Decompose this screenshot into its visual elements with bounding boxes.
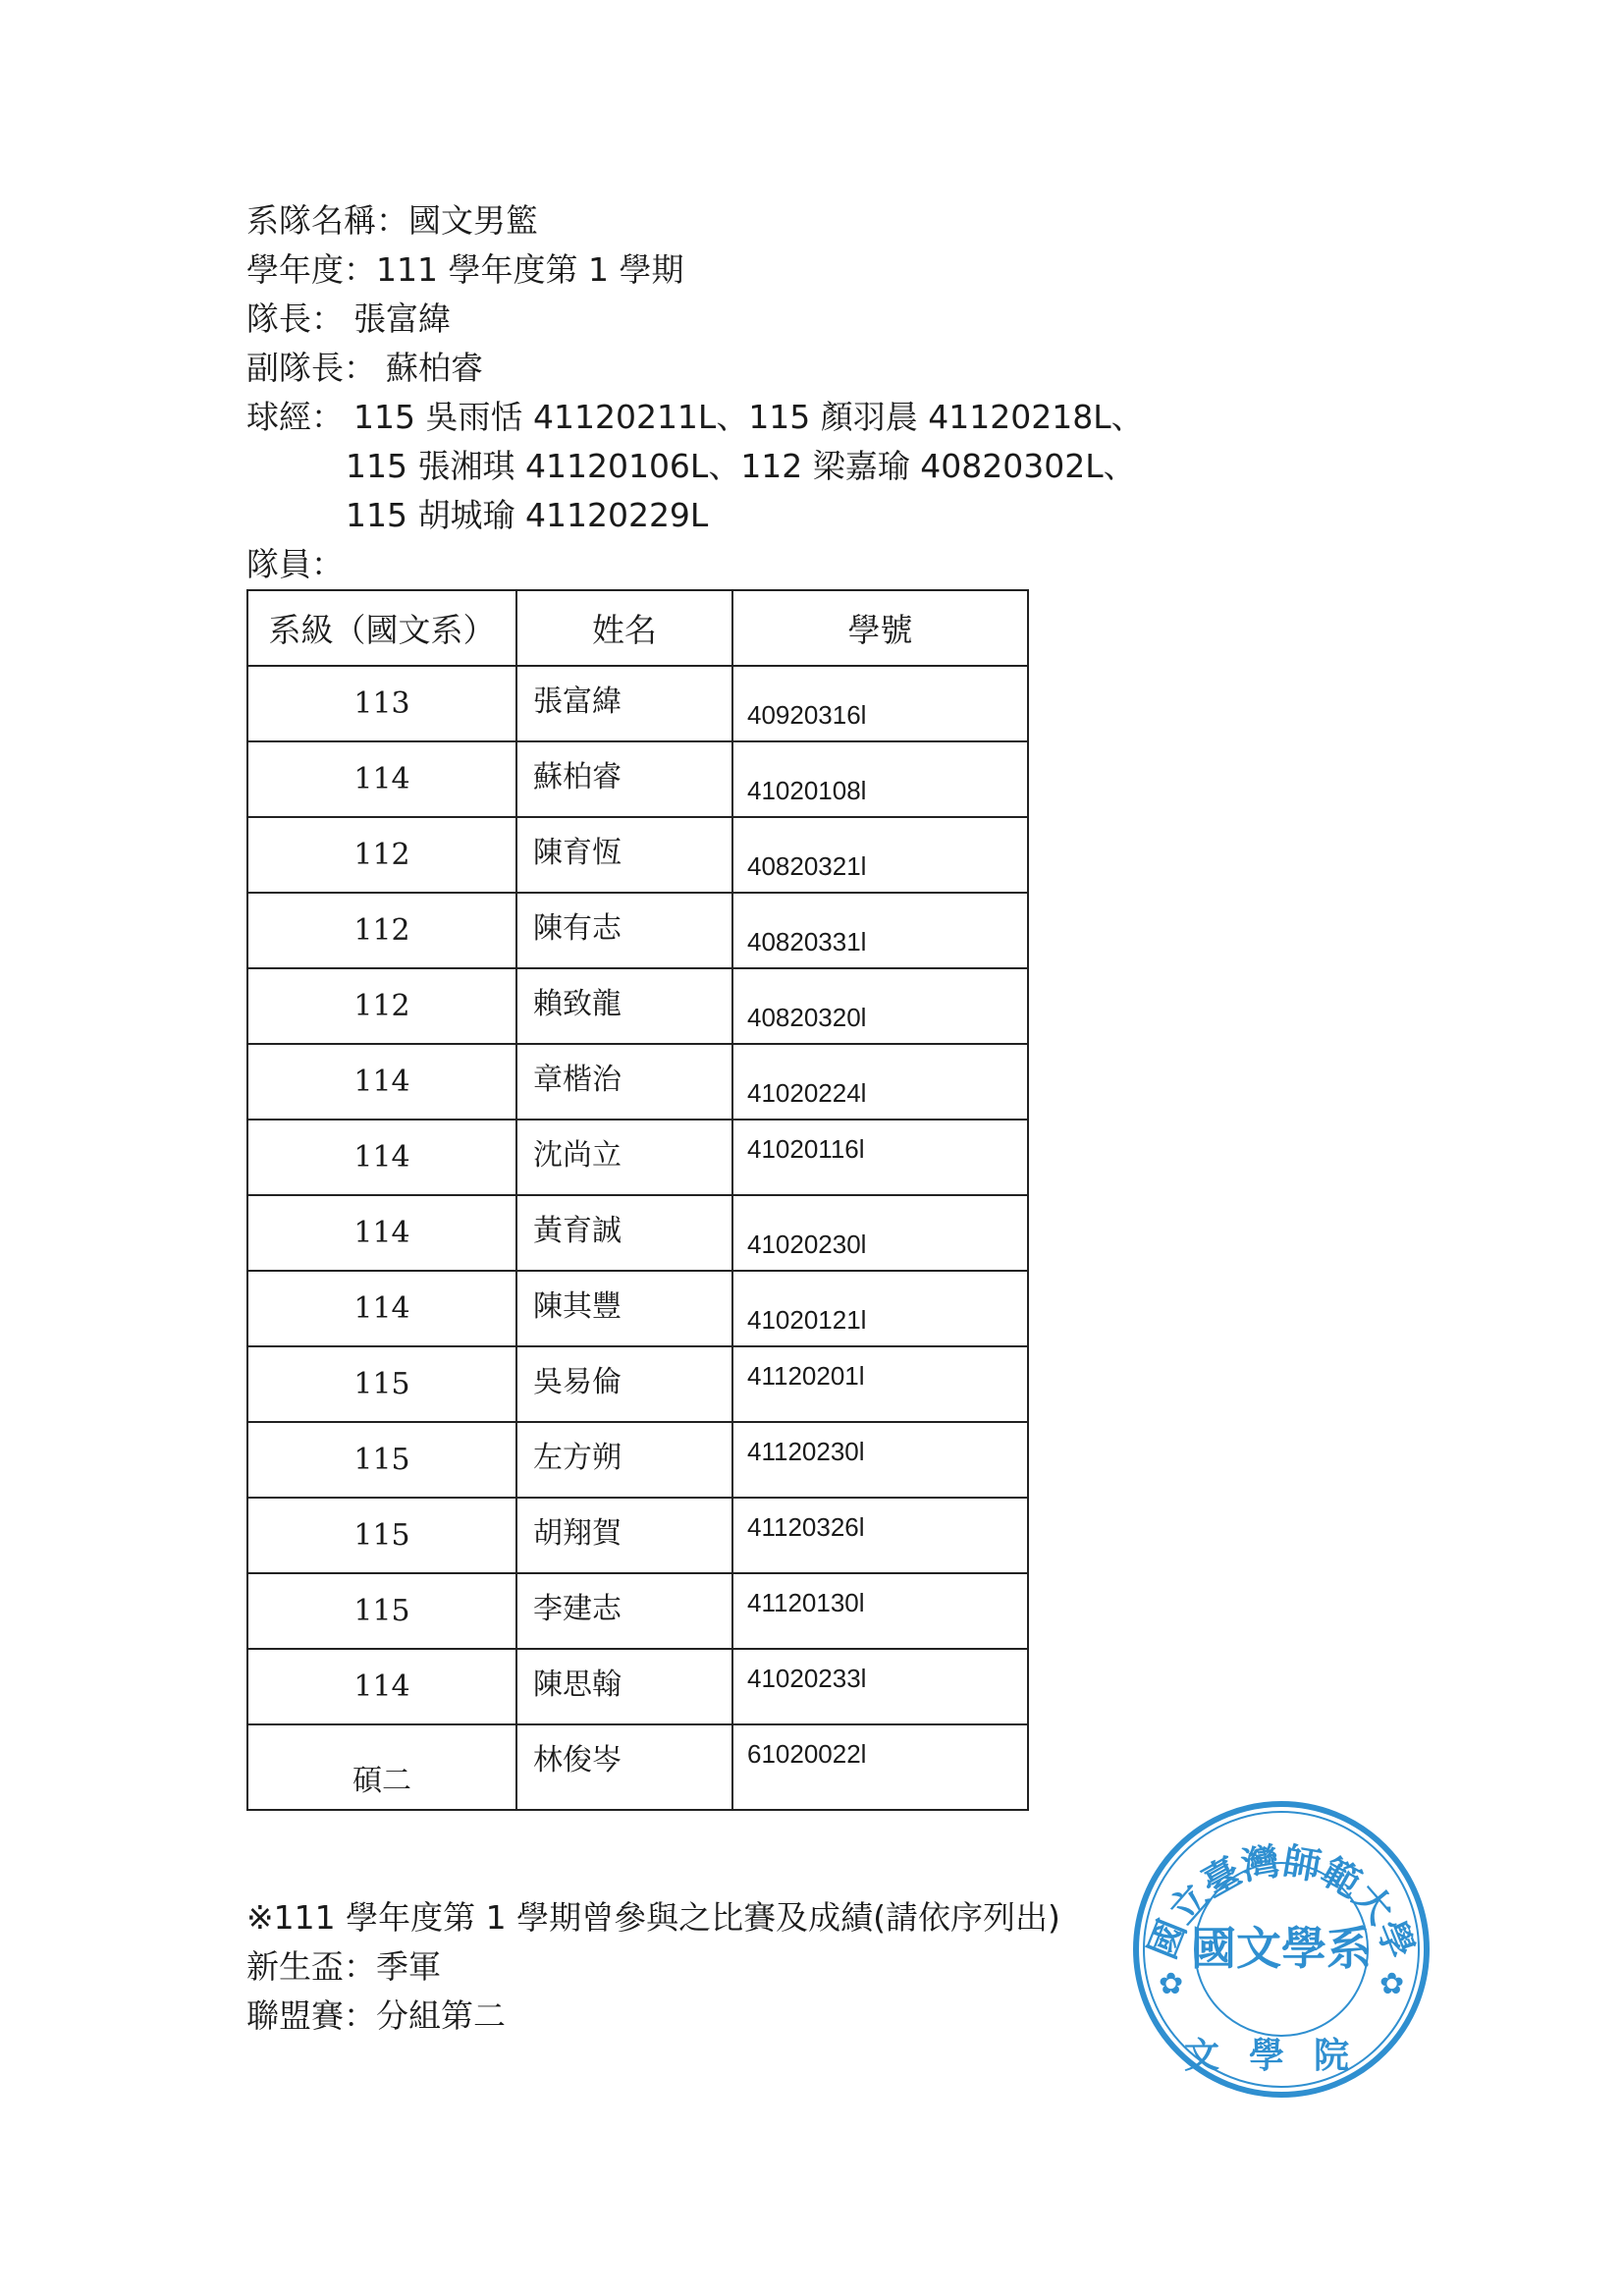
cell-name-text: 林俊岑 (533, 1743, 622, 1777)
cell-name (516, 817, 732, 893)
cell-name (516, 968, 732, 1044)
academic-year-value: 111 學年度第 1 學期 (376, 250, 684, 289)
cell-name (516, 1649, 732, 1724)
team-name-label: 系隊名稱： (246, 201, 408, 240)
captain-line (246, 295, 451, 344)
cell-grade: 碩二 (247, 1724, 516, 1810)
cell-name (516, 1195, 732, 1271)
cell-student-id-text: 41120230l (747, 1437, 865, 1466)
vice-captain-label: 副隊長： (246, 349, 376, 387)
cell-grade: 114 (247, 1195, 516, 1271)
cell-grade: 112 (247, 968, 516, 1044)
cell-student-id-text: 41020108l (747, 776, 867, 805)
cell-grade: 114 (247, 1271, 516, 1346)
cell-name-text: 張富緯 (533, 684, 622, 719)
team-name-value: 國文男籃 (408, 201, 538, 240)
plum-blossom-icon: ✿ (1380, 1967, 1405, 2001)
header-student-id: 學號 (732, 590, 1028, 666)
cell-grade: 112 (247, 817, 516, 893)
cell-student-id-text: 40820320l (747, 1003, 867, 1032)
captain-label: 隊長： (246, 300, 344, 338)
cell-grade: 112 (247, 893, 516, 968)
cell-student-id (732, 1271, 1028, 1346)
cell-student-id-text: 41120130l (747, 1588, 865, 1617)
cell-student-id-text: 40820331l (747, 927, 867, 957)
cell-student-id (732, 1422, 1028, 1498)
academic-year-label: 學年度： (246, 250, 376, 289)
cell-student-id (732, 1724, 1028, 1810)
managers-line (246, 393, 1144, 442)
managers-line-2: 115 張湘琪 41120106L、112 梁嘉瑜 40820302L、 (346, 447, 1136, 485)
cell-grade: 115 (247, 1346, 516, 1422)
cell-student-id (732, 1120, 1028, 1195)
cell-name-text: 沈尚立 (533, 1138, 622, 1173)
cell-name-text: 陳其豐 (533, 1289, 622, 1324)
cell-name-text: 李建志 (533, 1592, 622, 1626)
cell-student-id (732, 1195, 1028, 1271)
academic-year-line (246, 246, 683, 295)
plum-blossom-icon: ✿ (1159, 1967, 1184, 2001)
cell-student-id (732, 1044, 1028, 1120)
table-row (247, 893, 1028, 968)
cell-name (516, 1120, 732, 1195)
table-row (247, 968, 1028, 1044)
cell-student-id (732, 1649, 1028, 1724)
table-row (247, 1422, 1028, 1498)
table-row (247, 666, 1028, 741)
table-row (247, 1195, 1028, 1271)
notes-line-2: 聯盟賽：分組第二 (246, 1996, 506, 2035)
cell-student-id (732, 1573, 1028, 1649)
cell-student-id (732, 1498, 1028, 1573)
cell-grade: 114 (247, 1649, 516, 1724)
department-seal-stamp (1129, 1797, 1434, 2102)
managers-label: 球經： (246, 398, 344, 436)
roster-body (247, 666, 1028, 1810)
cell-name-text: 章楷治 (533, 1063, 622, 1097)
cell-grade: 114 (247, 1044, 516, 1120)
cell-student-id-text: 40920316l (747, 700, 867, 730)
managers-line-3: 115 胡城瑜 41120229L (346, 496, 709, 534)
cell-name-text: 陳有志 (533, 911, 622, 946)
cell-student-id (732, 1346, 1028, 1422)
cell-grade: 115 (247, 1422, 516, 1498)
vice-captain-value: 蘇柏睿 (386, 349, 483, 387)
table-row (247, 1724, 1028, 1810)
seal-outer-text: 國立臺灣師範大學 (1139, 1837, 1424, 1965)
table-row (247, 1498, 1028, 1573)
cell-student-id-text: 41020230l (747, 1230, 867, 1259)
cell-name (516, 893, 732, 968)
cell-name-text: 左方朔 (533, 1441, 622, 1475)
notes-heading: ※111 學年度第 1 學期曾參與之比賽及成績(請依序列出) (246, 1898, 1060, 1937)
cell-name-text: 陳育恆 (533, 836, 622, 870)
cell-name (516, 741, 732, 817)
managers-line-1: 115 吳雨恬 41120211L、115 顏羽晨 41120218L、 (353, 398, 1144, 436)
table-row (247, 1271, 1028, 1346)
table-row (247, 741, 1028, 817)
cell-grade: 114 (247, 1120, 516, 1195)
vice-captain-line (246, 344, 483, 393)
cell-student-id (732, 666, 1028, 741)
team-name-line (246, 196, 538, 246)
cell-name-text: 賴致龍 (533, 987, 622, 1021)
cell-student-id-text: 41020224l (747, 1078, 867, 1108)
cell-name (516, 1724, 732, 1810)
cell-name-text: 黃育誠 (533, 1214, 622, 1248)
members-label: 隊員： (246, 545, 344, 583)
cell-student-id (732, 741, 1028, 817)
cell-student-id-text: 40820321l (747, 851, 867, 881)
cell-student-id-text: 61020022l (747, 1739, 867, 1769)
cell-name (516, 1498, 732, 1573)
table-row (247, 1044, 1028, 1120)
cell-name-text: 蘇柏睿 (533, 760, 622, 794)
cell-student-id-text: 41020116l (747, 1134, 865, 1164)
notes-line-1: 新生盃：季軍 (246, 1947, 441, 1986)
seal-center-text: 國文學系 (1191, 1922, 1372, 1975)
table-row (247, 1649, 1028, 1724)
table-row (247, 817, 1028, 893)
cell-name-text: 陳思翰 (533, 1667, 622, 1702)
cell-name (516, 666, 732, 741)
cell-grade: 115 (247, 1573, 516, 1649)
header-grade: 系級（國文系） (247, 590, 516, 666)
cell-name (516, 1271, 732, 1346)
cell-name (516, 1346, 732, 1422)
competition-notes (246, 1893, 1060, 2041)
cell-grade: 115 (247, 1498, 516, 1573)
table-row (247, 1346, 1028, 1422)
table-row (247, 1573, 1028, 1649)
header-name: 姓名 (516, 590, 732, 666)
table-row (247, 1120, 1028, 1195)
roster-table (246, 589, 1029, 1811)
cell-name (516, 1044, 732, 1120)
captain-value: 張富緯 (353, 300, 451, 338)
seal-bottom-text: 文學院 (1183, 2035, 1380, 2076)
cell-name-text: 吳易倫 (533, 1365, 622, 1399)
cell-student-id (732, 817, 1028, 893)
cell-grade: 113 (247, 666, 516, 741)
cell-name (516, 1422, 732, 1498)
cell-student-id (732, 893, 1028, 968)
cell-student-id-text: 41120326l (747, 1512, 865, 1542)
table-header-row (247, 590, 1028, 666)
cell-name-text: 胡翔賀 (533, 1516, 622, 1551)
cell-student-id-text: 41120201l (747, 1361, 865, 1391)
cell-student-id-text: 41020233l (747, 1664, 867, 1693)
cell-student-id-text: 41020121l (747, 1305, 867, 1335)
cell-student-id (732, 968, 1028, 1044)
cell-grade: 114 (247, 741, 516, 817)
cell-name (516, 1573, 732, 1649)
